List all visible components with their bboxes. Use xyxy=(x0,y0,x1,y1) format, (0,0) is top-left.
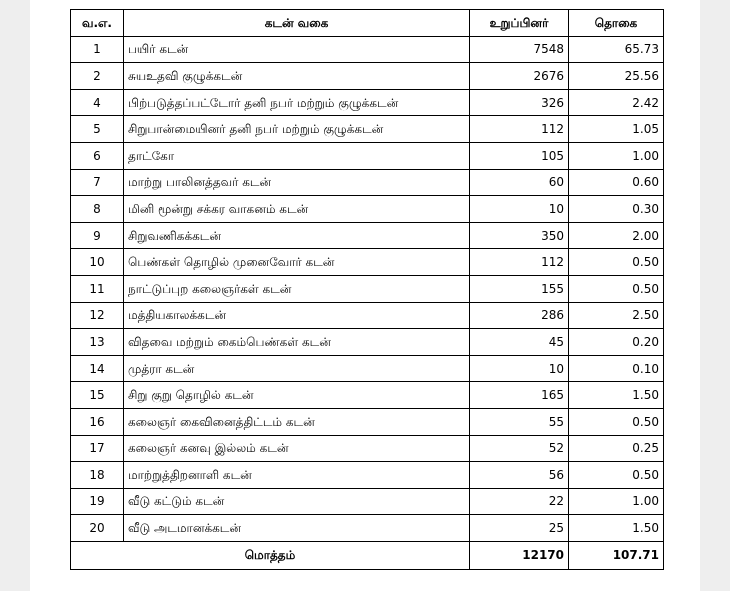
header-members: உறுப்பினர் xyxy=(470,10,569,37)
row-loan-type: பெண்கள் தொழில் முனைவோர் கடன் xyxy=(124,249,470,276)
row-serial-no: 12 xyxy=(71,302,124,329)
row-members: 45 xyxy=(470,329,569,356)
row-loan-type: வீடு அடமானக்கடன் xyxy=(124,515,470,542)
row-loan-type: விதவை மற்றும் கைம்பெண்கள் கடன் xyxy=(124,329,470,356)
row-amount: 0.50 xyxy=(569,462,664,489)
row-loan-type: முத்ரா கடன் xyxy=(124,355,470,382)
row-serial-no: 14 xyxy=(71,355,124,382)
table-row xyxy=(71,142,664,169)
row-loan-type: மாற்றுத்திறனாளி கடன் xyxy=(124,462,470,489)
table-row xyxy=(71,462,664,489)
total-amount: 107.71 xyxy=(569,541,664,569)
row-loan-type: தாட்கோ xyxy=(124,142,470,169)
row-serial-no: 8 xyxy=(71,196,124,223)
row-members: 112 xyxy=(470,116,569,143)
row-loan-type: வீடு கட்டும் கடன் xyxy=(124,488,470,515)
header-serial-no: வ.எ. xyxy=(71,10,124,37)
row-serial-no: 10 xyxy=(71,249,124,276)
row-serial-no: 16 xyxy=(71,408,124,435)
table-row xyxy=(71,89,664,116)
row-members: 326 xyxy=(470,89,569,116)
row-amount: 2.00 xyxy=(569,222,664,249)
row-members: 286 xyxy=(470,302,569,329)
row-loan-type: பயிர் கடன் xyxy=(124,36,470,63)
row-loan-type: மத்தியகாலக்கடன் xyxy=(124,302,470,329)
row-loan-type: கலைஞர் கனவு இல்லம் கடன் xyxy=(124,435,470,462)
row-loan-type: மினி மூன்று சக்கர வாகனம் கடன் xyxy=(124,196,470,223)
table-row xyxy=(71,329,664,356)
row-members: 7548 xyxy=(470,36,569,63)
row-serial-no: 6 xyxy=(71,142,124,169)
row-members: 105 xyxy=(470,142,569,169)
row-members: 350 xyxy=(470,222,569,249)
row-amount: 1.50 xyxy=(569,382,664,409)
row-amount: 0.50 xyxy=(569,275,664,302)
row-members: 155 xyxy=(470,275,569,302)
table-row xyxy=(71,302,664,329)
row-amount: 0.50 xyxy=(569,249,664,276)
row-serial-no: 4 xyxy=(71,89,124,116)
row-loan-type: கலைஞர் கைவினைத்திட்டம் கடன் xyxy=(124,408,470,435)
table-row xyxy=(71,382,664,409)
row-serial-no: 9 xyxy=(71,222,124,249)
table-row xyxy=(71,249,664,276)
table-row xyxy=(71,116,664,143)
row-serial-no: 19 xyxy=(71,488,124,515)
total-members: 12170 xyxy=(470,541,569,569)
total-label: மொத்தம் xyxy=(71,541,470,569)
row-members: 55 xyxy=(470,408,569,435)
row-amount: 0.60 xyxy=(569,169,664,196)
row-serial-no: 15 xyxy=(71,382,124,409)
row-members: 25 xyxy=(470,515,569,542)
row-members: 165 xyxy=(470,382,569,409)
row-serial-no: 1 xyxy=(71,36,124,63)
row-serial-no: 18 xyxy=(71,462,124,489)
row-amount: 0.30 xyxy=(569,196,664,223)
row-amount: 0.25 xyxy=(569,435,664,462)
table-header-row xyxy=(71,10,664,37)
table-row xyxy=(71,222,664,249)
row-amount: 25.56 xyxy=(569,63,664,90)
document-page xyxy=(30,0,700,591)
row-members: 56 xyxy=(470,462,569,489)
row-members: 2676 xyxy=(470,63,569,90)
row-members: 22 xyxy=(470,488,569,515)
row-serial-no: 7 xyxy=(71,169,124,196)
row-amount: 0.10 xyxy=(569,355,664,382)
row-amount: 1.00 xyxy=(569,488,664,515)
table-row xyxy=(71,275,664,302)
table-row xyxy=(71,36,664,63)
row-loan-type: சிறுவணிகக்கடன் xyxy=(124,222,470,249)
row-amount: 1.05 xyxy=(569,116,664,143)
table-row xyxy=(71,196,664,223)
table-row xyxy=(71,435,664,462)
row-members: 10 xyxy=(470,196,569,223)
row-loan-type: சுயஉதவி குழுக்கடன் xyxy=(124,63,470,90)
row-amount: 0.50 xyxy=(569,408,664,435)
row-members: 60 xyxy=(470,169,569,196)
row-serial-no: 2 xyxy=(71,63,124,90)
table-row xyxy=(71,515,664,542)
row-serial-no: 13 xyxy=(71,329,124,356)
row-amount: 1.00 xyxy=(569,142,664,169)
row-serial-no: 17 xyxy=(71,435,124,462)
table-row xyxy=(71,355,664,382)
table-row xyxy=(71,169,664,196)
header-amount: தொகை xyxy=(569,10,664,37)
row-amount: 2.50 xyxy=(569,302,664,329)
row-serial-no: 5 xyxy=(71,116,124,143)
row-amount: 2.42 xyxy=(569,89,664,116)
row-amount: 0.20 xyxy=(569,329,664,356)
row-serial-no: 20 xyxy=(71,515,124,542)
table-row xyxy=(71,63,664,90)
header-loan-type: கடன் வகை xyxy=(124,10,470,37)
row-amount: 65.73 xyxy=(569,36,664,63)
row-members: 10 xyxy=(470,355,569,382)
row-loan-type: சிறு குறு தொழில் கடன் xyxy=(124,382,470,409)
table-body xyxy=(71,36,664,541)
row-serial-no: 11 xyxy=(71,275,124,302)
row-loan-type: பிற்படுத்தப்பட்டோர் தனி நபர் மற்றும் குழுக்கடன் xyxy=(124,89,470,116)
total-row xyxy=(71,541,664,569)
row-amount: 1.50 xyxy=(569,515,664,542)
row-loan-type: நாட்டுப்புற கலைஞர்கள் கடன் xyxy=(124,275,470,302)
row-members: 112 xyxy=(470,249,569,276)
loan-table xyxy=(70,9,664,570)
row-members: 52 xyxy=(470,435,569,462)
table-row xyxy=(71,488,664,515)
table-row xyxy=(71,408,664,435)
row-loan-type: மாற்று பாலினத்தவர் கடன் xyxy=(124,169,470,196)
row-loan-type: சிறுபான்மையினர் தனி நபர் மற்றும் குழுக்கடன் xyxy=(124,116,470,143)
